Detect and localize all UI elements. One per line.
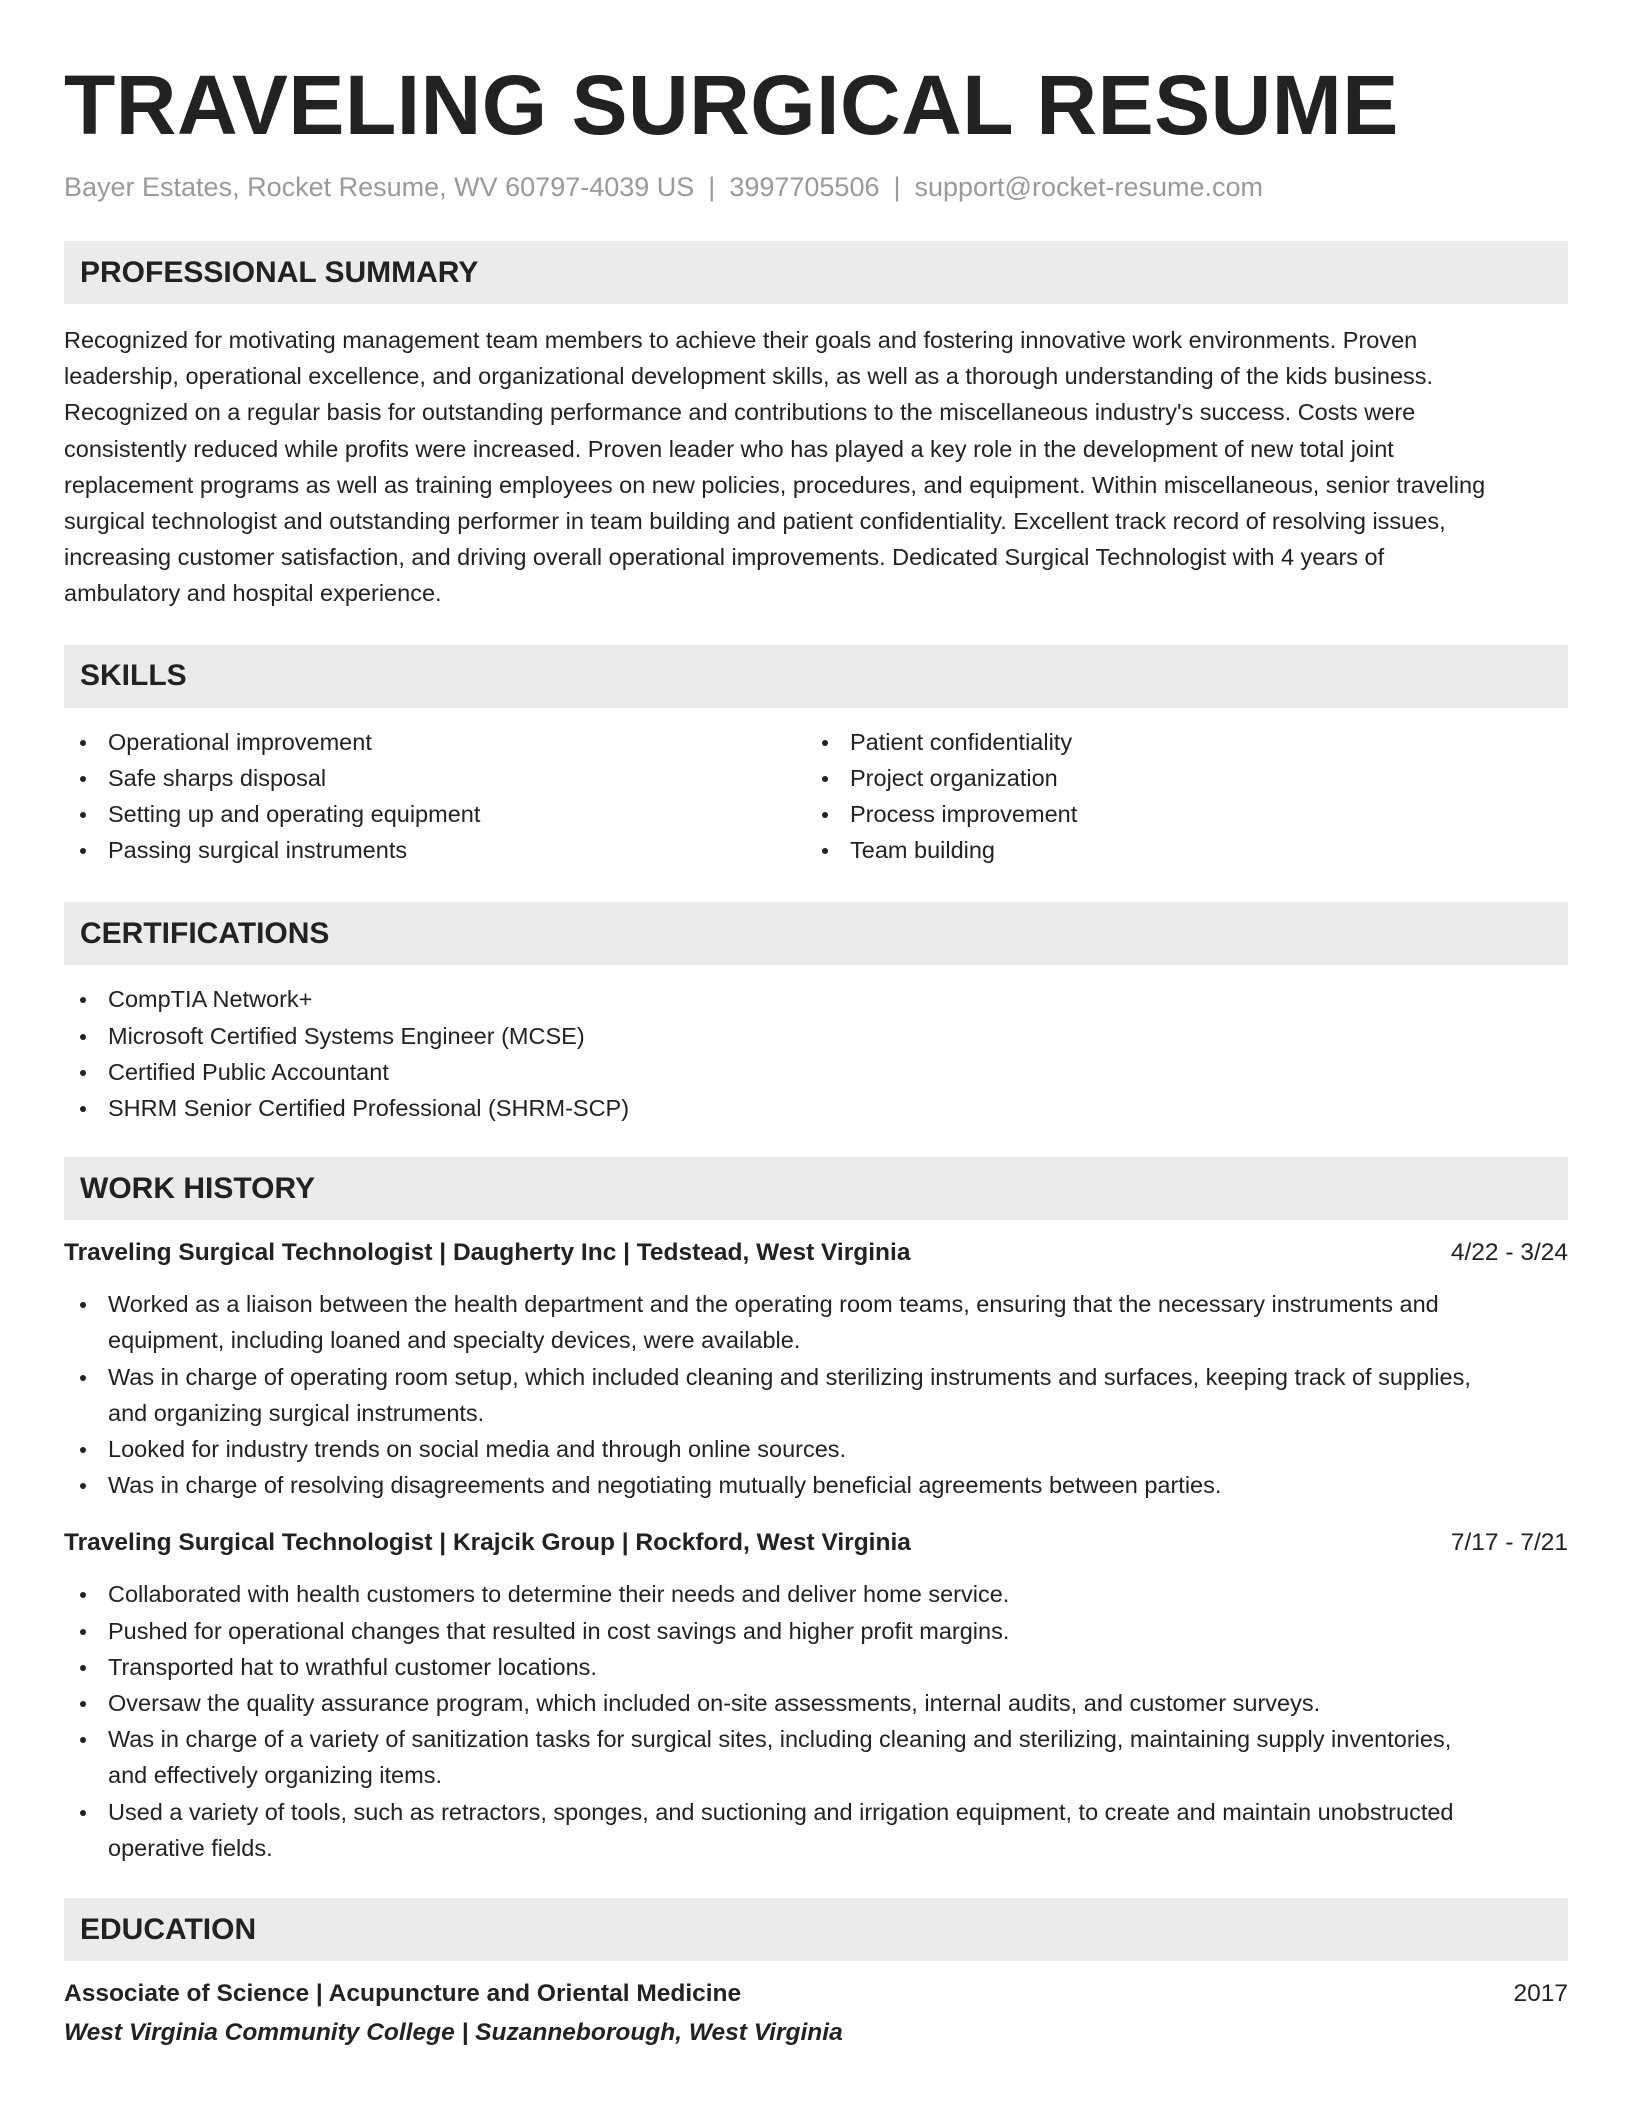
job-bullets bbox=[64, 1576, 1568, 1866]
certification-item: SHRM Senior Certified Professional (SHRM-SCP) bbox=[64, 1090, 1568, 1126]
resume-title: TRAVELING SURGICAL RESUME bbox=[64, 58, 1399, 152]
skill-item: Patient confidentiality bbox=[806, 724, 1548, 760]
job-bullet bbox=[64, 1431, 1568, 1467]
summary-line: surgical technologist and outstanding performer in team building and patient confidentiality. Excellent track record of resolving issues, bbox=[64, 508, 1446, 535]
bullet-line: Transported hat to wrathful customer locations. bbox=[108, 1653, 597, 1680]
contact-separator: | bbox=[708, 172, 716, 202]
education-school: West Virginia Community College | Suzanneborough, West Virginia bbox=[64, 2019, 843, 2047]
section-header-work-history: WORK HISTORY bbox=[64, 1157, 1568, 1220]
bullet-line: operative fields. bbox=[108, 1834, 273, 1861]
summary-line: leadership, operational excellence, and organizational development skills, as well as a thorough understanding of the kids business. bbox=[64, 363, 1434, 390]
bullet-line: Was in charge of a variety of sanitization tasks for surgical sites, including cleaning and sterilizing, maintaining supply inventories, bbox=[108, 1726, 1452, 1753]
section-header-summary: PROFESSIONAL SUMMARY bbox=[64, 241, 1568, 304]
job-bullet bbox=[64, 1359, 1568, 1431]
contact-address: Bayer Estates, Rocket Resume, WV 60797-4039 US bbox=[64, 172, 695, 202]
summary-line: Recognized on a regular basis for outstanding performance and contributions to the miscellaneous industry's success. Costs were bbox=[64, 399, 1416, 426]
skill-item: Passing surgical instruments bbox=[64, 832, 806, 868]
job-header bbox=[64, 1237, 1568, 1269]
section-header-skills: SKILLS bbox=[64, 645, 1568, 708]
skills-column-right bbox=[806, 724, 1548, 869]
contact-email: support@rocket-resume.com bbox=[914, 172, 1264, 202]
bullet-line: equipment, including loaned and specialty devices, were available. bbox=[108, 1327, 801, 1354]
job-header bbox=[64, 1527, 1568, 1559]
education-degree: Associate of Science | Acupuncture and Oriental Medicine bbox=[64, 1980, 742, 2008]
job-bullet bbox=[64, 1576, 1568, 1612]
skill-item: Safe sharps disposal bbox=[64, 760, 806, 796]
summary-line: Recognized for motivating management team members to achieve their goals and fostering innovative work environments. Proven bbox=[64, 327, 1418, 353]
certifications-list bbox=[64, 981, 1568, 1126]
job-entry bbox=[64, 1527, 1568, 1866]
bullet-line: Was in charge of operating room setup, which included cleaning and sterilizing instruments and surfaces, keeping track of supplies, bbox=[108, 1363, 1471, 1390]
skill-item: Project organization bbox=[806, 760, 1548, 796]
job-entry bbox=[64, 1237, 1568, 1503]
job-bullet bbox=[64, 1286, 1568, 1358]
certification-item: CompTIA Network+ bbox=[64, 981, 1568, 1017]
summary-line: increasing customer satisfaction, and driving overall operational improvements. Dedicated Surgical Technologist with 4 years of bbox=[64, 544, 1385, 571]
job-bullets bbox=[64, 1286, 1568, 1503]
education-entry bbox=[64, 1978, 1568, 2049]
summary-text bbox=[64, 322, 1568, 612]
contact-phone: 3997705506 bbox=[729, 172, 880, 202]
job-bullet bbox=[64, 1794, 1568, 1866]
certification-item: Microsoft Certified Systems Engineer (MCSE) bbox=[64, 1018, 1568, 1054]
skill-item: Operational improvement bbox=[64, 724, 806, 760]
bullet-line: and organizing surgical instruments. bbox=[108, 1399, 485, 1426]
skills-column-left bbox=[64, 724, 806, 869]
skill-item: Setting up and operating equipment bbox=[64, 796, 806, 832]
section-header-certifications: CERTIFICATIONS bbox=[64, 902, 1568, 965]
job-bullet bbox=[64, 1467, 1568, 1503]
job-bullet bbox=[64, 1685, 1568, 1721]
job-bullet bbox=[64, 1721, 1568, 1793]
bullet-line: Was in charge of resolving disagreements and negotiating mutually beneficial agreements between parties. bbox=[108, 1472, 1222, 1499]
bullet-line: Collaborated with health customers to determine their needs and deliver home service. bbox=[108, 1581, 1010, 1608]
summary-line: replacement programs as well as training employees on new policies, procedures, and equipment. Within miscellaneous, senior traveling bbox=[64, 471, 1486, 498]
job-title: Traveling Surgical Technologist | Krajcik Group | Rockford, West Virginia bbox=[64, 1529, 911, 1557]
bullet-line: Oversaw the quality assurance program, which included on-site assessments, internal audits, and customer surveys. bbox=[108, 1690, 1321, 1717]
certification-item: Certified Public Accountant bbox=[64, 1054, 1568, 1090]
skill-item: Team building bbox=[806, 832, 1548, 868]
contact-separator: | bbox=[893, 172, 901, 202]
job-dates: 7/17 - 7/21 bbox=[1450, 1529, 1568, 1557]
job-title: Traveling Surgical Technologist | Daugherty Inc | Tedstead, West Virginia bbox=[64, 1239, 911, 1267]
bullet-line: Looked for industry trends on social media and through online sources. bbox=[108, 1436, 847, 1463]
education-year: 2017 bbox=[1513, 1980, 1568, 2008]
job-dates: 4/22 - 3/24 bbox=[1450, 1239, 1568, 1267]
job-bullet bbox=[64, 1649, 1568, 1685]
education-header bbox=[64, 1978, 1568, 2010]
skills-list bbox=[64, 724, 1568, 869]
summary-line: consistently reduced while profits were increased. Proven leader who has played a key role in the development of new total joint bbox=[64, 435, 1394, 462]
job-bullet bbox=[64, 1613, 1568, 1649]
summary-line: ambulatory and hospital experience. bbox=[64, 580, 442, 607]
skill-item: Process improvement bbox=[806, 796, 1548, 832]
bullet-line: Worked as a liaison between the health department and the operating room teams, ensuring that the necessary instruments and bbox=[108, 1291, 1439, 1318]
section-header-education: EDUCATION bbox=[64, 1898, 1568, 1961]
bullet-line: and effectively organizing items. bbox=[108, 1762, 442, 1789]
contact-line bbox=[64, 170, 1568, 204]
bullet-line: Pushed for operational changes that resulted in cost savings and higher profit margins. bbox=[108, 1617, 1010, 1644]
bullet-line: Used a variety of tools, such as retractors, sponges, and suctioning and irrigation equipment, to create and maintain unobstructed bbox=[108, 1798, 1454, 1825]
